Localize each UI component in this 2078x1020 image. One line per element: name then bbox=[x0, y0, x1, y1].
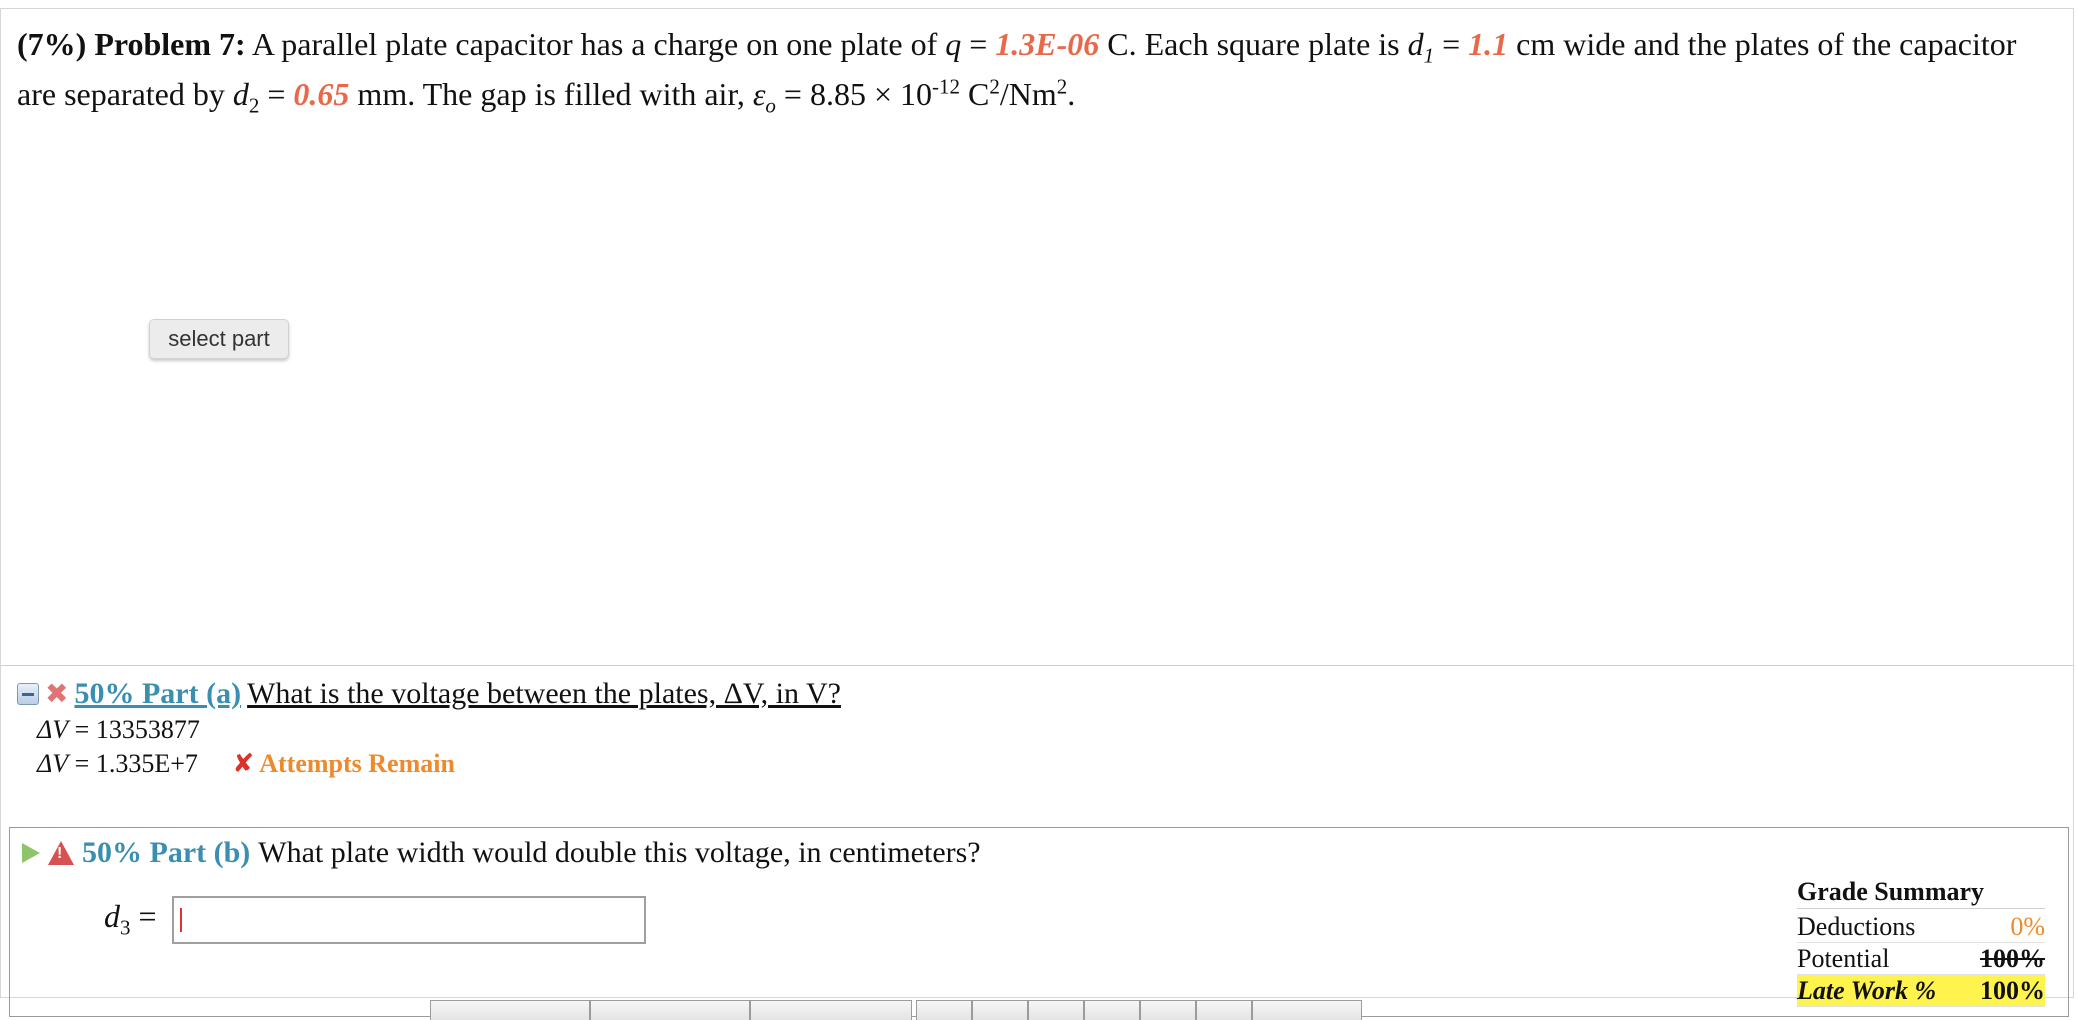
part-a-label[interactable]: 50% Part (a) bbox=[74, 677, 242, 710]
play-icon[interactable] bbox=[22, 843, 40, 863]
part-b-label: 50% Part (b) bbox=[82, 836, 251, 869]
grade-summary-title: Grade Summary bbox=[1797, 877, 2045, 909]
attempts-status bbox=[232, 749, 455, 778]
epsilon-unit-nm: /Nm bbox=[999, 76, 1057, 112]
answer-value-2: = 1.335E+7 bbox=[74, 749, 198, 778]
part-b-panel bbox=[9, 827, 2069, 1017]
keypad-key[interactable] bbox=[1252, 1000, 1362, 1020]
d1-value: 1.1 bbox=[1468, 26, 1509, 62]
statement-text-3: mm. The gap is filled with air, bbox=[357, 76, 745, 112]
problem-statement-area bbox=[1, 9, 2073, 666]
keypad-key[interactable] bbox=[1196, 1000, 1252, 1020]
keypad-key[interactable] bbox=[916, 1000, 972, 1020]
epsilon-value: = 8.85 × 10 bbox=[783, 76, 933, 112]
d2-symbol: d bbox=[232, 76, 249, 112]
answer-value-1: = 13353877 bbox=[74, 715, 200, 744]
keypad-key[interactable] bbox=[972, 1000, 1028, 1020]
statement-period: . bbox=[1067, 76, 1076, 112]
select-part-button[interactable]: select part bbox=[149, 319, 289, 359]
part-a-question: What is the voltage between the plates, ΔV, in V? bbox=[247, 677, 841, 710]
keypad-key[interactable] bbox=[1140, 1000, 1196, 1020]
answer-symbol: ΔV bbox=[37, 749, 69, 778]
d3-input-label bbox=[104, 898, 157, 940]
deductions-label: Deductions bbox=[1797, 912, 1916, 941]
epsilon-symbol: ε bbox=[752, 76, 766, 112]
deductions-value: 0% bbox=[2010, 912, 2045, 941]
d3-subscript: 3 bbox=[120, 915, 131, 940]
d3-equals: = bbox=[138, 898, 157, 934]
d2-value: 0.65 bbox=[293, 76, 350, 112]
problem-weight: (7%) bbox=[17, 26, 87, 62]
attempts-x-icon: ✘ bbox=[232, 749, 255, 779]
d1-symbol: d bbox=[1407, 26, 1424, 62]
problem-title: Problem 7: bbox=[94, 26, 246, 62]
statement-text-1: A parallel plate capacitor has a charge on one plate of bbox=[251, 26, 938, 62]
keypad bbox=[430, 1000, 1362, 1020]
problem-statement: (7%) Problem 7: A parallel plate capacitor has a charge on one plate of q = 1.3E-06 C. Each square plate is $d_1 = 1.1$ cm wide and the plates of the capacitor are separated by $d_2 = 0.65$ mm. The gap is filled with air, $\varepsilon_o = 8.85 \times 10^{-12}$ $C^2/Nm^2$. bbox=[17, 26, 2017, 118]
answer-symbol: ΔV bbox=[37, 715, 69, 744]
d3-symbol: d bbox=[104, 898, 120, 934]
epsilon-exponent: -12 bbox=[932, 74, 961, 99]
wrong-answer-icon: ✖ bbox=[45, 677, 69, 710]
keypad-key[interactable] bbox=[1028, 1000, 1084, 1020]
late-work-row bbox=[1797, 975, 2045, 1007]
keypad-key[interactable] bbox=[590, 1000, 750, 1020]
grade-summary bbox=[1797, 877, 2045, 1007]
late-work-value: 100% bbox=[1980, 976, 2045, 1005]
potential-value: 100% bbox=[1980, 944, 2045, 973]
epsilon-subscript: o bbox=[765, 93, 776, 118]
part-b-header bbox=[22, 836, 981, 870]
d2-subscript: 2 bbox=[248, 93, 260, 118]
part-a-header[interactable] bbox=[17, 677, 841, 711]
q-unit: C. Each square plate is bbox=[1107, 26, 1400, 62]
d3-answer-input[interactable] bbox=[172, 896, 646, 944]
potential-label: Potential bbox=[1797, 944, 1890, 973]
epsilon-unit-c: C bbox=[968, 76, 990, 112]
keypad-key[interactable] bbox=[750, 1000, 912, 1020]
q-value: 1.3E-06 bbox=[995, 26, 1100, 62]
epsilon-unit-exp-2: 2 bbox=[1056, 74, 1068, 99]
keypad-key[interactable] bbox=[1084, 1000, 1140, 1020]
potential-row bbox=[1797, 943, 2045, 975]
epsilon-unit-exp-1: 2 bbox=[989, 74, 1000, 99]
q-symbol: q bbox=[945, 26, 962, 62]
d1-subscript: 1 bbox=[1423, 43, 1435, 68]
text-caret bbox=[180, 908, 182, 932]
part-a-answer-1 bbox=[37, 715, 200, 745]
attempts-status-text: Attempts Remain bbox=[259, 749, 455, 778]
problem-panel bbox=[0, 8, 2074, 1005]
part-a-answer-2 bbox=[37, 749, 455, 779]
late-work-label: Late Work % bbox=[1797, 976, 1937, 1005]
warning-icon bbox=[48, 841, 74, 865]
deductions-row bbox=[1797, 911, 2045, 943]
part-b-question: What plate width would double this voltage, in centimeters? bbox=[258, 836, 981, 869]
keypad-key[interactable] bbox=[430, 1000, 590, 1020]
collapse-icon[interactable] bbox=[17, 683, 39, 705]
statement-text-2: cm wide and the plates of the capacitor are separated by bbox=[17, 26, 2017, 112]
